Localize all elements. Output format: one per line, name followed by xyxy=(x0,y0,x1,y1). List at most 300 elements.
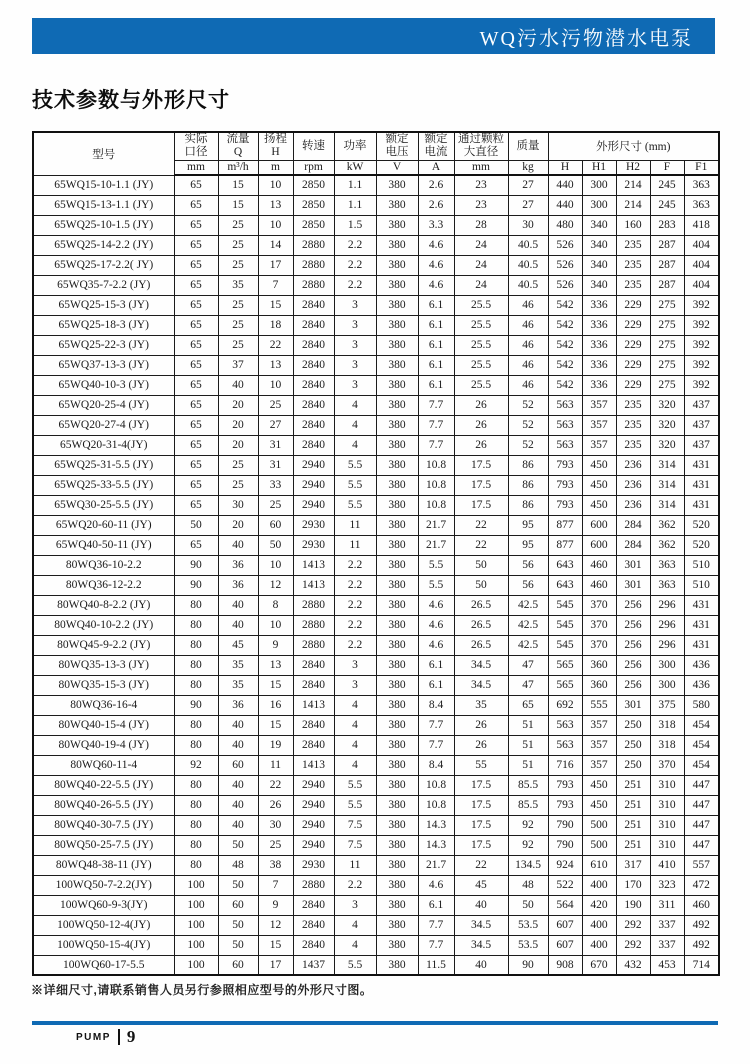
cell-power: 4 xyxy=(334,395,376,415)
cell-mass: 90 xyxy=(508,955,548,975)
cell-rated-voltage: 380 xyxy=(376,815,418,835)
cell-speed: 2940 xyxy=(293,815,334,835)
cell-model: 65WQ25-17-2.2( JY) xyxy=(33,255,174,275)
unit-particle-diameter: mm xyxy=(454,160,508,175)
cell-dim-h1: 450 xyxy=(582,775,616,795)
cell-dim-f: 363 xyxy=(650,575,684,595)
cell-rated-current: 14.3 xyxy=(418,835,454,855)
header-label-line: 转速 xyxy=(302,139,325,152)
cell-model: 65WQ25-22-3 (JY) xyxy=(33,335,174,355)
cell-dim-h: 793 xyxy=(548,475,582,495)
cell-dim-h1: 500 xyxy=(582,835,616,855)
cell-head: 16 xyxy=(258,695,293,715)
cell-dim-f1: 431 xyxy=(684,615,719,635)
table-row xyxy=(33,215,719,235)
cell-dim-h1: 370 xyxy=(582,595,616,615)
cell-dim-f: 300 xyxy=(650,655,684,675)
header-label-line: 实际 xyxy=(184,133,208,146)
dim-col-h1: H1 xyxy=(582,160,616,175)
cell-dim-f: 296 xyxy=(650,595,684,615)
cell-head: 22 xyxy=(258,335,293,355)
cell-dim-f: 314 xyxy=(650,495,684,515)
cell-dim-h1: 340 xyxy=(582,235,616,255)
cell-model: 80WQ40-26-5.5 (JY) xyxy=(33,795,174,815)
cell-model: 80WQ40-10-2.2 (JY) xyxy=(33,615,174,635)
cell-dim-h1: 555 xyxy=(582,695,616,715)
cell-rated-current: 2.6 xyxy=(418,175,454,195)
cell-particle-diameter: 28 xyxy=(454,215,508,235)
cell-dim-h: 877 xyxy=(548,515,582,535)
cell-particle-diameter: 45 xyxy=(454,875,508,895)
cell-flow: 36 xyxy=(218,555,258,575)
cell-dim-h2: 292 xyxy=(616,935,650,955)
table-row xyxy=(33,555,719,575)
cell-rated-voltage: 380 xyxy=(376,895,418,915)
col-header-particle-diameter xyxy=(454,132,508,160)
cell-dim-h: 565 xyxy=(548,655,582,675)
cell-power: 1.1 xyxy=(334,195,376,215)
cell-mass: 42.5 xyxy=(508,635,548,655)
cell-dim-h1: 400 xyxy=(582,915,616,935)
cell-model: 65WQ15-10-1.1 (JY) xyxy=(33,175,174,195)
cell-power: 3 xyxy=(334,655,376,675)
cell-rated-current: 10.8 xyxy=(418,795,454,815)
cell-dim-f: 287 xyxy=(650,255,684,275)
cell-dim-h2: 284 xyxy=(616,515,650,535)
cell-particle-diameter: 17.5 xyxy=(454,475,508,495)
cell-power: 3 xyxy=(334,675,376,695)
cell-particle-diameter: 26 xyxy=(454,415,508,435)
cell-actual-caliber: 65 xyxy=(174,415,218,435)
cell-actual-caliber: 100 xyxy=(174,915,218,935)
cell-model: 65WQ25-14-2.2 (JY) xyxy=(33,235,174,255)
cell-model: 65WQ25-31-5.5 (JY) xyxy=(33,455,174,475)
cell-dim-h1: 336 xyxy=(582,335,616,355)
cell-power: 5.5 xyxy=(334,475,376,495)
cell-particle-diameter: 22 xyxy=(454,535,508,555)
cell-particle-diameter: 17.5 xyxy=(454,495,508,515)
cell-flow: 50 xyxy=(218,935,258,955)
cell-rated-current: 21.7 xyxy=(418,515,454,535)
cell-power: 4 xyxy=(334,915,376,935)
cell-actual-caliber: 100 xyxy=(174,895,218,915)
cell-actual-caliber: 80 xyxy=(174,775,218,795)
cell-particle-diameter: 26.5 xyxy=(454,595,508,615)
cell-dim-h: 563 xyxy=(548,395,582,415)
cell-actual-caliber: 65 xyxy=(174,335,218,355)
table-row xyxy=(33,595,719,615)
cell-actual-caliber: 65 xyxy=(174,295,218,315)
cell-dim-h2: 256 xyxy=(616,615,650,635)
cell-rated-voltage: 380 xyxy=(376,715,418,735)
col-header-head xyxy=(258,132,293,160)
cell-mass: 46 xyxy=(508,295,548,315)
cell-flow: 35 xyxy=(218,275,258,295)
cell-actual-caliber: 65 xyxy=(174,395,218,415)
cell-head: 12 xyxy=(258,575,293,595)
cell-dim-h1: 336 xyxy=(582,375,616,395)
cell-speed: 2880 xyxy=(293,615,334,635)
cell-dim-h1: 300 xyxy=(582,175,616,195)
table-row xyxy=(33,775,719,795)
cell-head: 10 xyxy=(258,375,293,395)
cell-dim-h: 793 xyxy=(548,455,582,475)
cell-model: 80WQ35-15-3 (JY) xyxy=(33,675,174,695)
dim-col-h2: H2 xyxy=(616,160,650,175)
header-label-line: H xyxy=(271,146,280,159)
cell-mass: 50 xyxy=(508,895,548,915)
cell-speed: 2880 xyxy=(293,275,334,295)
cell-rated-current: 5.5 xyxy=(418,575,454,595)
spec-table xyxy=(32,131,720,976)
cell-flow: 50 xyxy=(218,875,258,895)
cell-head: 10 xyxy=(258,615,293,635)
cell-power: 2.2 xyxy=(334,575,376,595)
cell-power: 3 xyxy=(334,295,376,315)
cell-speed: 2840 xyxy=(293,415,334,435)
cell-rated-current: 7.7 xyxy=(418,415,454,435)
cell-head: 25 xyxy=(258,495,293,515)
table-row xyxy=(33,735,719,755)
cell-actual-caliber: 65 xyxy=(174,255,218,275)
cell-dim-h: 563 xyxy=(548,715,582,735)
cell-particle-diameter: 26 xyxy=(454,735,508,755)
cell-particle-diameter: 40 xyxy=(454,955,508,975)
cell-dim-h2: 256 xyxy=(616,635,650,655)
cell-rated-voltage: 380 xyxy=(376,855,418,875)
unit-power: kW xyxy=(334,160,376,175)
cell-dim-h: 526 xyxy=(548,235,582,255)
cell-dim-h1: 357 xyxy=(582,735,616,755)
cell-rated-voltage: 380 xyxy=(376,835,418,855)
cell-dim-f: 363 xyxy=(650,555,684,575)
cell-rated-current: 7.7 xyxy=(418,715,454,735)
cell-flow: 15 xyxy=(218,195,258,215)
cell-speed: 2940 xyxy=(293,775,334,795)
cell-model: 100WQ50-15-4(JY) xyxy=(33,935,174,955)
cell-actual-caliber: 90 xyxy=(174,575,218,595)
cell-dim-h2: 235 xyxy=(616,275,650,295)
cell-mass: 30 xyxy=(508,215,548,235)
col-header-rated-voltage xyxy=(376,132,418,160)
cell-speed: 2850 xyxy=(293,175,334,195)
cell-model: 65WQ15-13-1.1 (JY) xyxy=(33,195,174,215)
cell-power: 2.2 xyxy=(334,235,376,255)
cell-dim-f: 311 xyxy=(650,895,684,915)
cell-flow: 40 xyxy=(218,615,258,635)
cell-head: 25 xyxy=(258,835,293,855)
cell-dim-h1: 357 xyxy=(582,435,616,455)
cell-dim-h1: 357 xyxy=(582,715,616,735)
cell-dim-f: 296 xyxy=(650,615,684,635)
cell-rated-current: 21.7 xyxy=(418,855,454,875)
cell-particle-diameter: 26 xyxy=(454,435,508,455)
cell-speed: 2940 xyxy=(293,495,334,515)
cell-power: 2.2 xyxy=(334,255,376,275)
cell-particle-diameter: 26.5 xyxy=(454,615,508,635)
cell-power: 4 xyxy=(334,715,376,735)
cell-model: 65WQ25-10-1.5 (JY) xyxy=(33,215,174,235)
cell-model: 80WQ60-11-4 xyxy=(33,755,174,775)
cell-dim-h2: 229 xyxy=(616,375,650,395)
header-label-line: 电压 xyxy=(385,146,409,159)
header-label-line: 功率 xyxy=(343,139,367,152)
cell-dim-h2: 317 xyxy=(616,855,650,875)
cell-speed: 2930 xyxy=(293,535,334,555)
cell-rated-current: 5.5 xyxy=(418,555,454,575)
cell-dim-f1: 436 xyxy=(684,655,719,675)
cell-model: 65WQ37-13-3 (JY) xyxy=(33,355,174,375)
cell-model: 80WQ36-10-2.2 xyxy=(33,555,174,575)
cell-dim-f: 245 xyxy=(650,195,684,215)
cell-actual-caliber: 100 xyxy=(174,875,218,895)
cell-power: 1.1 xyxy=(334,175,376,195)
cell-actual-caliber: 65 xyxy=(174,235,218,255)
cell-speed: 2840 xyxy=(293,655,334,675)
cell-model: 65WQ40-50-11 (JY) xyxy=(33,535,174,555)
cell-rated-voltage: 380 xyxy=(376,555,418,575)
cell-head: 9 xyxy=(258,895,293,915)
footnote: ※详细尺寸,请联系销售人员另行参照相应型号的外形尺寸图。 xyxy=(31,983,373,997)
cell-dim-f: 245 xyxy=(650,175,684,195)
cell-dim-h: 692 xyxy=(548,695,582,715)
col-header-mass xyxy=(508,132,548,160)
cell-particle-diameter: 34.5 xyxy=(454,675,508,695)
cell-dim-f1: 431 xyxy=(684,495,719,515)
cell-power: 7.5 xyxy=(334,835,376,855)
cell-head: 7 xyxy=(258,275,293,295)
cell-dim-h: 542 xyxy=(548,375,582,395)
cell-actual-caliber: 80 xyxy=(174,795,218,815)
cell-rated-voltage: 380 xyxy=(376,315,418,335)
cell-model: 80WQ45-9-2.2 (JY) xyxy=(33,635,174,655)
cell-model: 80WQ36-12-2.2 xyxy=(33,575,174,595)
cell-dim-h2: 235 xyxy=(616,435,650,455)
cell-flow: 40 xyxy=(218,715,258,735)
cell-power: 5.5 xyxy=(334,795,376,815)
cell-dim-h: 563 xyxy=(548,735,582,755)
cell-dim-h: 565 xyxy=(548,675,582,695)
cell-speed: 2880 xyxy=(293,235,334,255)
cell-rated-current: 4.6 xyxy=(418,615,454,635)
cell-speed: 2880 xyxy=(293,635,334,655)
cell-rated-current: 8.4 xyxy=(418,755,454,775)
cell-particle-diameter: 23 xyxy=(454,175,508,195)
cell-dim-h2: 229 xyxy=(616,315,650,335)
cell-dim-f1: 520 xyxy=(684,535,719,555)
cell-dim-f1: 363 xyxy=(684,195,719,215)
table-row xyxy=(33,835,719,855)
header-label-line: 额定 xyxy=(424,133,448,146)
cell-dim-f1: 431 xyxy=(684,635,719,655)
cell-rated-current: 11.5 xyxy=(418,955,454,975)
header-label-line: 质量 xyxy=(516,139,540,152)
table-row xyxy=(33,395,719,415)
cell-actual-caliber: 65 xyxy=(174,275,218,295)
cell-speed: 2930 xyxy=(293,855,334,875)
cell-dim-h: 607 xyxy=(548,935,582,955)
cell-speed: 2840 xyxy=(293,355,334,375)
cell-actual-caliber: 65 xyxy=(174,175,218,195)
cell-speed: 2840 xyxy=(293,675,334,695)
unit-rated-voltage: V xyxy=(376,160,418,175)
footer-divider-line xyxy=(32,1021,718,1025)
cell-rated-voltage: 380 xyxy=(376,535,418,555)
cell-dim-h2: 251 xyxy=(616,815,650,835)
table-row xyxy=(33,335,719,355)
cell-dim-h2: 256 xyxy=(616,655,650,675)
cell-particle-diameter: 23 xyxy=(454,195,508,215)
cell-rated-voltage: 380 xyxy=(376,275,418,295)
cell-speed: 2850 xyxy=(293,215,334,235)
cell-actual-caliber: 80 xyxy=(174,655,218,675)
cell-dim-h1: 450 xyxy=(582,495,616,515)
header-label-line: 扬程 xyxy=(264,133,287,146)
dim-col-f1: F1 xyxy=(684,160,719,175)
table-row xyxy=(33,535,719,555)
cell-speed: 2840 xyxy=(293,315,334,335)
cell-rated-voltage: 380 xyxy=(376,215,418,235)
cell-rated-current: 10.8 xyxy=(418,455,454,475)
cell-dim-f: 283 xyxy=(650,215,684,235)
cell-rated-voltage: 380 xyxy=(376,935,418,955)
cell-particle-diameter: 25.5 xyxy=(454,315,508,335)
cell-actual-caliber: 80 xyxy=(174,855,218,875)
cell-flow: 20 xyxy=(218,415,258,435)
cell-head: 25 xyxy=(258,395,293,415)
cell-dim-h1: 450 xyxy=(582,795,616,815)
cell-dim-h: 440 xyxy=(548,195,582,215)
cell-particle-diameter: 25.5 xyxy=(454,295,508,315)
cell-head: 19 xyxy=(258,735,293,755)
cell-dim-h: 643 xyxy=(548,555,582,575)
cell-power: 3 xyxy=(334,315,376,335)
cell-dim-h1: 336 xyxy=(582,315,616,335)
cell-dim-f: 375 xyxy=(650,695,684,715)
cell-head: 13 xyxy=(258,195,293,215)
cell-flow: 25 xyxy=(218,235,258,255)
cell-rated-current: 7.7 xyxy=(418,435,454,455)
cell-dim-h: 542 xyxy=(548,295,582,315)
cell-dim-h1: 357 xyxy=(582,755,616,775)
cell-dim-f: 310 xyxy=(650,815,684,835)
cell-model: 65WQ35-7-2.2 (JY) xyxy=(33,275,174,295)
cell-dim-h1: 460 xyxy=(582,575,616,595)
cell-dim-f: 314 xyxy=(650,455,684,475)
cell-actual-caliber: 92 xyxy=(174,755,218,775)
cell-actual-caliber: 65 xyxy=(174,355,218,375)
cell-power: 7.5 xyxy=(334,815,376,835)
cell-dim-f1: 404 xyxy=(684,255,719,275)
cell-dim-h1: 400 xyxy=(582,935,616,955)
cell-actual-caliber: 80 xyxy=(174,715,218,735)
cell-dim-h2: 214 xyxy=(616,195,650,215)
cell-particle-diameter: 17.5 xyxy=(454,795,508,815)
cell-dim-h: 877 xyxy=(548,535,582,555)
table-row xyxy=(33,375,719,395)
cell-speed: 1413 xyxy=(293,755,334,775)
cell-mass: 46 xyxy=(508,355,548,375)
cell-dim-f: 275 xyxy=(650,315,684,335)
header-label-line: Q xyxy=(233,146,243,159)
cell-dim-h2: 229 xyxy=(616,295,650,315)
cell-rated-current: 21.7 xyxy=(418,535,454,555)
cell-dim-f1: 447 xyxy=(684,835,719,855)
cell-actual-caliber: 65 xyxy=(174,535,218,555)
table-row xyxy=(33,755,719,775)
table-row xyxy=(33,515,719,535)
cell-model: 65WQ25-15-3 (JY) xyxy=(33,295,174,315)
cell-dim-h: 522 xyxy=(548,875,582,895)
header-label-line: 口径 xyxy=(184,146,208,159)
cell-dim-f1: 447 xyxy=(684,795,719,815)
unit-actual-caliber: mm xyxy=(174,160,218,175)
cell-head: 12 xyxy=(258,915,293,935)
cell-particle-diameter: 24 xyxy=(454,275,508,295)
cell-dim-h2: 214 xyxy=(616,175,650,195)
cell-dim-f: 320 xyxy=(650,395,684,415)
cell-rated-voltage: 380 xyxy=(376,915,418,935)
col-header-dimensions-group: 外形尺寸 (mm) xyxy=(548,132,719,160)
cell-dim-f1: 437 xyxy=(684,415,719,435)
cell-power: 4 xyxy=(334,735,376,755)
table-row xyxy=(33,355,719,375)
table-row xyxy=(33,275,719,295)
dim-col-h: H xyxy=(548,160,582,175)
cell-rated-current: 6.1 xyxy=(418,335,454,355)
unit-flow: m³/h xyxy=(218,160,258,175)
cell-head: 18 xyxy=(258,315,293,335)
page-title: 技术参数与外形尺寸 xyxy=(32,89,230,112)
cell-rated-current: 2.6 xyxy=(418,195,454,215)
cell-dim-f: 310 xyxy=(650,835,684,855)
cell-flow: 25 xyxy=(218,335,258,355)
cell-dim-f1: 392 xyxy=(684,295,719,315)
cell-mass: 27 xyxy=(508,175,548,195)
table-row xyxy=(33,715,719,735)
cell-dim-h: 564 xyxy=(548,895,582,915)
cell-dim-f1: 404 xyxy=(684,235,719,255)
cell-rated-voltage: 380 xyxy=(376,415,418,435)
cell-dim-f: 410 xyxy=(650,855,684,875)
table-row xyxy=(33,455,719,475)
cell-rated-current: 4.6 xyxy=(418,255,454,275)
cell-rated-voltage: 380 xyxy=(376,195,418,215)
cell-particle-diameter: 22 xyxy=(454,515,508,535)
cell-mass: 46 xyxy=(508,315,548,335)
cell-power: 5.5 xyxy=(334,495,376,515)
cell-mass: 53.5 xyxy=(508,915,548,935)
cell-dim-f: 300 xyxy=(650,675,684,695)
cell-power: 2.2 xyxy=(334,635,376,655)
cell-model: 100WQ50-12-4(JY) xyxy=(33,915,174,935)
cell-mass: 92 xyxy=(508,835,548,855)
cell-head: 31 xyxy=(258,455,293,475)
cell-mass: 56 xyxy=(508,575,548,595)
table-row xyxy=(33,435,719,455)
col-header-model: 型号 xyxy=(33,132,174,175)
col-header-power xyxy=(334,132,376,160)
col-header-flow xyxy=(218,132,258,160)
unit-mass: kg xyxy=(508,160,548,175)
cell-actual-caliber: 50 xyxy=(174,515,218,535)
cell-particle-diameter: 17.5 xyxy=(454,455,508,475)
cell-dim-h2: 160 xyxy=(616,215,650,235)
cell-dim-h2: 251 xyxy=(616,795,650,815)
cell-power: 2.2 xyxy=(334,555,376,575)
cell-rated-voltage: 380 xyxy=(376,635,418,655)
cell-rated-voltage: 380 xyxy=(376,255,418,275)
